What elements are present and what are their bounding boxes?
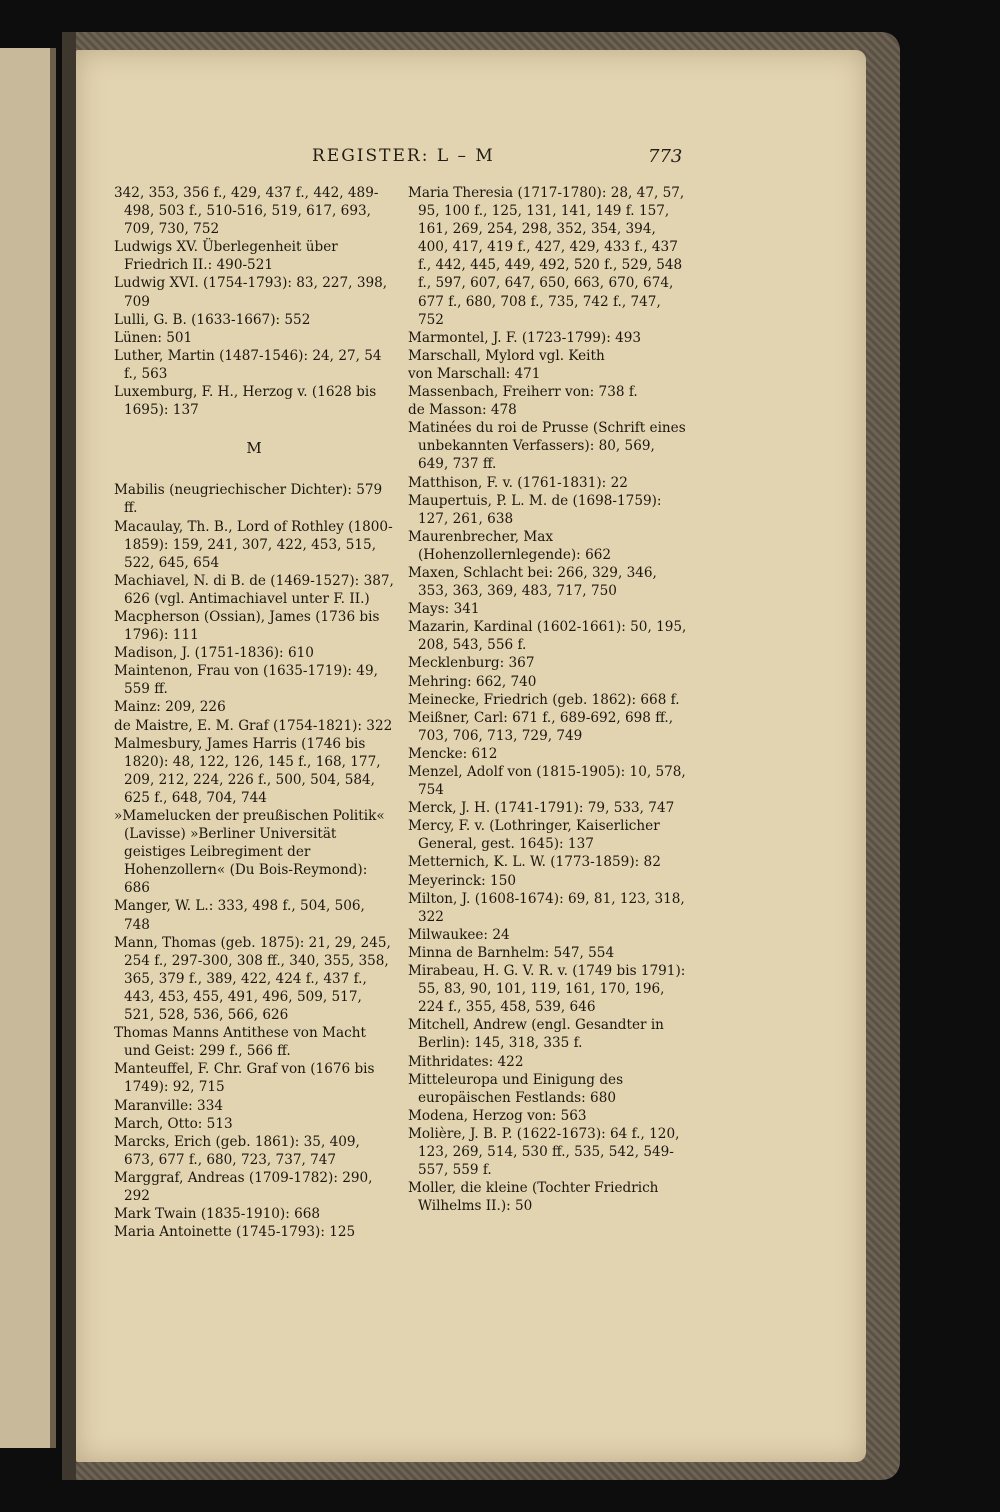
index-entry: Maranville: 334 <box>114 1097 223 1114</box>
index-entry: Mark Twain (1835-1910): 668 <box>114 1206 321 1223</box>
page-number: 773 <box>648 146 683 167</box>
index-entry: »Mamelucken der preußischen Politik« (Lavisse) »Berliner Universität geistiges Leibregiment der Hohenzollern« (Du Bois-Reymond): 686 <box>114 808 385 897</box>
left-column <box>114 184 394 1241</box>
index-entry: Lulli, G. B. (1633-1667): 552 <box>114 311 311 328</box>
index-entry: von Marschall: 471 <box>408 365 541 382</box>
index-entry: Milwaukee: 24 <box>408 926 510 943</box>
index-entry: Manteuffel, F. Chr. Graf von (1676 bis 1749): 92, 715 <box>114 1061 375 1096</box>
index-entry: Luther, Martin (1487-1546): 24, 27, 54 f., 563 <box>114 347 382 382</box>
index-entry: Malmesbury, James Harris (1746 bis 1820): 48, 122, 126, 145 f., 168, 177, 209, 212, 224, 226 f., 500, 504, 584, 625 f., 648, 704, 744 <box>114 735 381 806</box>
index-entry: Maintenon, Frau von (1635-1719): 49, 559 ff. <box>114 663 378 698</box>
running-title: REGISTER: L – M <box>312 146 495 166</box>
book-page <box>76 50 866 1462</box>
index-entry: Mitteleuropa und Einigung des europäischen Festlands: 680 <box>408 1071 624 1106</box>
index-entry: Thomas Manns Antithese von Macht und Geist: 299 f., 566 ff. <box>114 1025 366 1060</box>
index-entry: Madison, J. (1751-1836): 610 <box>114 645 314 662</box>
index-entry: de Maistre, E. M. Graf (1754-1821): 322 <box>114 717 393 734</box>
index-entry: Lünen: 501 <box>114 329 193 346</box>
index-entry: Massenbach, Freiherr von: 738 f. <box>408 384 638 401</box>
index-entry: Modena, Herzog von: 563 <box>408 1107 587 1124</box>
index-entry: Moller, die kleine (Tochter Friedrich Wilhelms II.): 50 <box>408 1180 659 1215</box>
index-entry: Mercy, F. v. (Lothringer, Kaiserlicher General, gest. 1645): 137 <box>408 818 660 853</box>
index-entry: Mirabeau, H. G. V. R. v. (1749 bis 1791): 55, 83, 90, 101, 119, 161, 170, 196, 224 f., 355, 458, 539, 646 <box>408 963 686 1016</box>
index-entry: Mithridates: 422 <box>408 1053 524 1070</box>
index-entry: Meißner, Carl: 671 f., 689-692, 698 ff., 703, 706, 713, 729, 749 <box>408 709 674 744</box>
index-entry: Ludwig XVI. (1754-1793): 83, 227, 398, 709 <box>114 275 388 310</box>
index-entry: Merck, J. H. (1741-1791): 79, 533, 747 <box>408 800 675 817</box>
index-entry: 342, 353, 356 f., 429, 437 f., 442, 489-498, 503 f., 510-516, 519, 617, 693, 709, 730, 752 <box>114 185 379 238</box>
index-entry: Mann, Thomas (geb. 1875): 21, 29, 245, 254 f., 297-300, 308 ff., 340, 355, 358, 365, 379 f., 389, 422, 424 f., 437 f., 443, 453, 455, 491, 496, 509, 517, 521, 528, 536, 566, 626 <box>114 934 391 1024</box>
index-entry: Molière, J. B. P. (1622-1673): 64 f., 120, 123, 269, 514, 530 ff., 535, 542, 549-557, 559 f. <box>408 1125 680 1179</box>
index-entry: Mitchell, Andrew (engl. Gesandter in Berlin): 145, 318, 335 f. <box>408 1017 664 1052</box>
index-entry: Metternich, K. L. W. (1773-1859): 82 <box>408 854 661 871</box>
index-entry: Macpherson (Ossian), James (1736 bis 1796): 111 <box>114 608 380 644</box>
index-entry: Mabilis (neugriechischer Dichter): 579 ff. <box>114 482 383 517</box>
index-entry: Mecklenburg: 367 <box>408 655 535 672</box>
index-entry: Manger, W. L.: 333, 498 f., 504, 506, 748 <box>114 898 365 933</box>
left-page-edge <box>0 48 56 1448</box>
index-entry: Maurenbrecher, Max (Hohenzollernlegende): 662 <box>408 528 612 563</box>
index-entry: Meinecke, Friedrich (geb. 1862): 668 f. <box>408 691 680 708</box>
index-entry: Maria Antoinette (1745-1793): 125 <box>114 1224 356 1241</box>
index-entry: Minna de Barnhelm: 547, 554 <box>408 944 615 961</box>
index-entry: Mazarin, Kardinal (1602-1661): 50, 195, 208, 543, 556 f. <box>408 619 687 654</box>
index-entry: Maria Theresia (1717-1780): 28, 47, 57, 95, 100 f., 125, 131, 141, 149 f. 157, 161, 269, 254, 298, 352, 354, 394, 400, 417, 419 f., 427, 429, 433 f., 437 f., 442, 445, 449, 492, 520 f., 529, 548 f., 597, 607, 647, 650, 663, 670, 674, 677 f., 680, 708 f., 735, 742 f., 747, 752 <box>408 185 685 328</box>
index-entry: Mays: 341 <box>408 601 480 618</box>
spine-gutter <box>62 32 76 1480</box>
index-entry: Mencke: 612 <box>408 745 498 762</box>
index-entry: Macaulay, Th. B., Lord of Rothley (1800-1859): 159, 241, 307, 422, 453, 515, 522, 645, 654 <box>114 518 393 571</box>
index-entry: Matthison, F. v. (1761-1831): 22 <box>408 474 628 491</box>
index-entry: Marmontel, J. F. (1723-1799): 493 <box>408 329 642 346</box>
index-entry: Machiavel, N. di B. de (1469-1527): 387, 626 (vgl. Antimachiavel unter F. II.) <box>114 572 394 607</box>
index-entry: Marcks, Erich (geb. 1861): 35, 409, 673, 677 f., 680, 723, 737, 747 <box>114 1133 360 1168</box>
index-entry: Luxemburg, F. H., Herzog v. (1628 bis 1695): 137 <box>114 384 377 419</box>
index-entry: Maupertuis, P. L. M. de (1698-1759): 127, 261, 638 <box>408 492 662 527</box>
index-entry: Marggraf, Andreas (1709-1782): 290, 292 <box>114 1169 373 1204</box>
letter-heading: M <box>246 439 262 458</box>
index-entry: Maxen, Schlacht bei: 266, 329, 346, 353, 363, 369, 483, 717, 750 <box>408 564 657 600</box>
page-header <box>76 146 866 176</box>
index-entry: Mehring: 662, 740 <box>408 673 537 690</box>
index-entry: March, Otto: 513 <box>114 1115 233 1132</box>
index-entry: Mainz: 209, 226 <box>114 699 226 716</box>
right-column <box>408 184 688 1215</box>
index-entry: Menzel, Adolf von (1815-1905): 10, 578, 754 <box>408 764 686 799</box>
index-entry: Marschall, Mylord vgl. Keith <box>408 347 605 364</box>
index-entry: Meyerinck: 150 <box>408 872 516 889</box>
index-entry: Matinées du roi de Prusse (Schrift eines unbekannten Verfassers): 80, 569, 649, 737 ff. <box>408 420 686 473</box>
index-entry: Milton, J. (1608-1674): 69, 81, 123, 318, 322 <box>408 890 685 925</box>
index-entry: Ludwigs XV. Überlegenheit über Friedrich II.: 490-521 <box>114 239 338 274</box>
index-entry: de Masson: 478 <box>408 402 517 419</box>
